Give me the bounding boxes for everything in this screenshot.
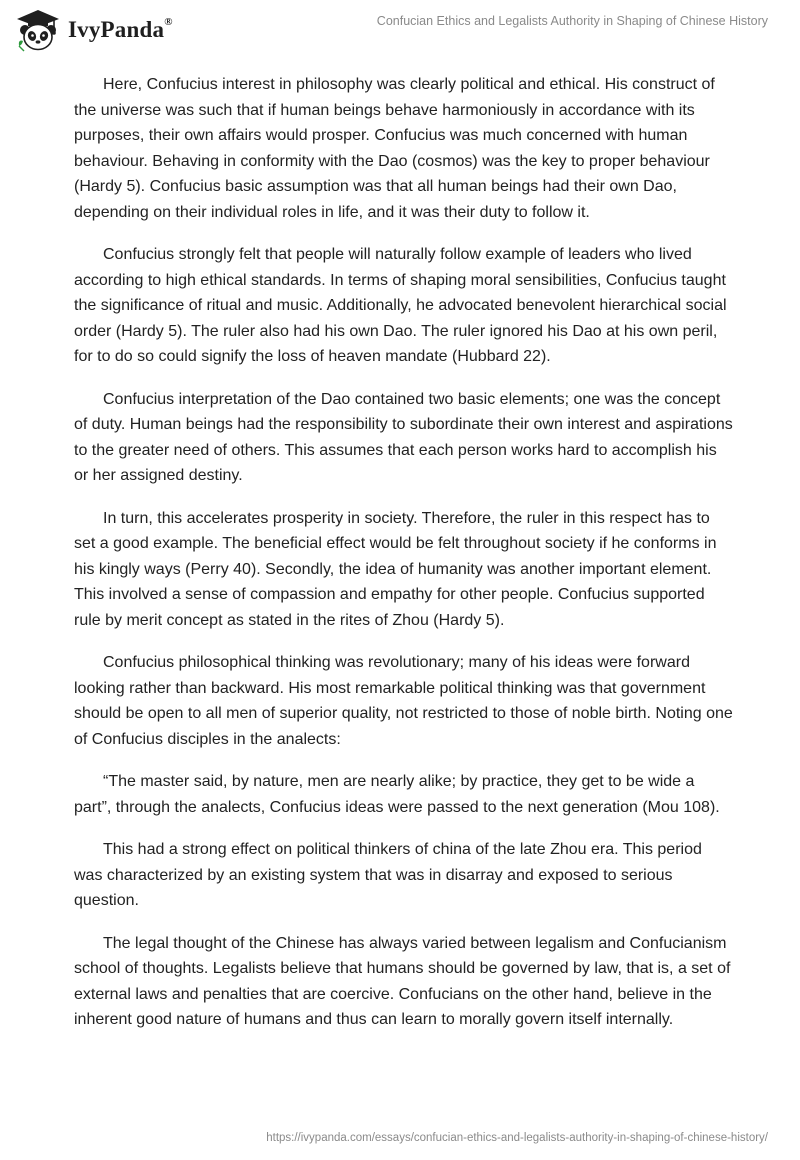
paragraph: Confucius interpretation of the Dao contained two basic elements; one was the concept of duty. Human beings had the responsibility to subordinate their own interest and aspirations to the greater need of others. This assumes that each person works hard to accomplish his or her assigned destiny. (74, 390, 733, 484)
paragraph: This had a strong effect on political thinkers of china of the late Zhou era. This period was characterized by an existing system that was in disarray and exposed to serious question. (74, 841, 702, 909)
essay-body (74, 72, 734, 1050)
registered-mark: ® (164, 16, 173, 29)
source-url[interactable]: https://ivypanda.com/essays/confucian-ethics-and-legalists-authority-in-shaping-of-chinese-history/ (266, 1132, 768, 1144)
quote-paragraph: “The master said, by nature, men are nearly alike; by practice, they get to be wide a part”, through the analects, Confucius ideas were passed to the next generation (Mou 108). (74, 773, 720, 816)
paragraph: In turn, this accelerates prosperity in society. Therefore, the ruler in this respect has to set a good example. The beneficial effect would be felt throughout society if he conforms in his kingly ways (Perry 40). Secondly, the idea of humanity was another important element. This involved a sense of compassion and empathy for other people. Confucius supported rule by merit concept as stated in the rites of Zhou (Hardy 5). (74, 509, 717, 629)
brand-name: IvyPanda® (68, 16, 173, 42)
paragraph: Confucius strongly felt that people will naturally follow example of leaders who lived according to high ethical standards. In terms of shaping moral sensibilities, Confucius taught the significance of ritual and music. Additionally, he advocated benevolent hierarchical social order (Hardy 5). The ruler also had his own Dao. The ruler ignored his Dao at his own peril, for to do so could signify the loss of heaven mandate (Hubbard 22). (74, 246, 727, 365)
panda-graduate-icon (14, 8, 62, 52)
paragraph: Here, Confucius interest in philosophy was clearly political and ethical. His construct of the universe was such that if human beings behave harmoniously in accordance with its purposes, their own affairs would prosper. Confucius was much concerned with human behaviour. Behaving in conformity with the Dao (cosmos) was the key to proper behaviour (Hardy 5). Confucius basic assumption was that all human beings had their own Dao, depending on their individual roles in life, and it was their duty to follow it. (74, 76, 715, 221)
page-header (0, 0, 800, 70)
document-title: Confucian Ethics and Legalists Authority in Shaping of Chinese History (376, 14, 768, 28)
paragraph: The legal thought of the Chinese has always varied between legalism and Confucianism school of thoughts. Legalists believe that humans should be governed by law, that is, a set of external laws and penalties that are coercive. Confucians on the other hand, believe in the inherent good nature of humans and thus can learn to morally govern itself internally. (74, 934, 731, 1028)
paragraph: Confucius philosophical thinking was revolutionary; many of his ideas were forward looking rather than backward. His most remarkable political thinking was that government should be open to all men of superior quality, not restricted to those of noble birth. Noting one of Confucius disciples in the analects: (74, 654, 733, 748)
ivypanda-logo[interactable] (14, 8, 173, 52)
